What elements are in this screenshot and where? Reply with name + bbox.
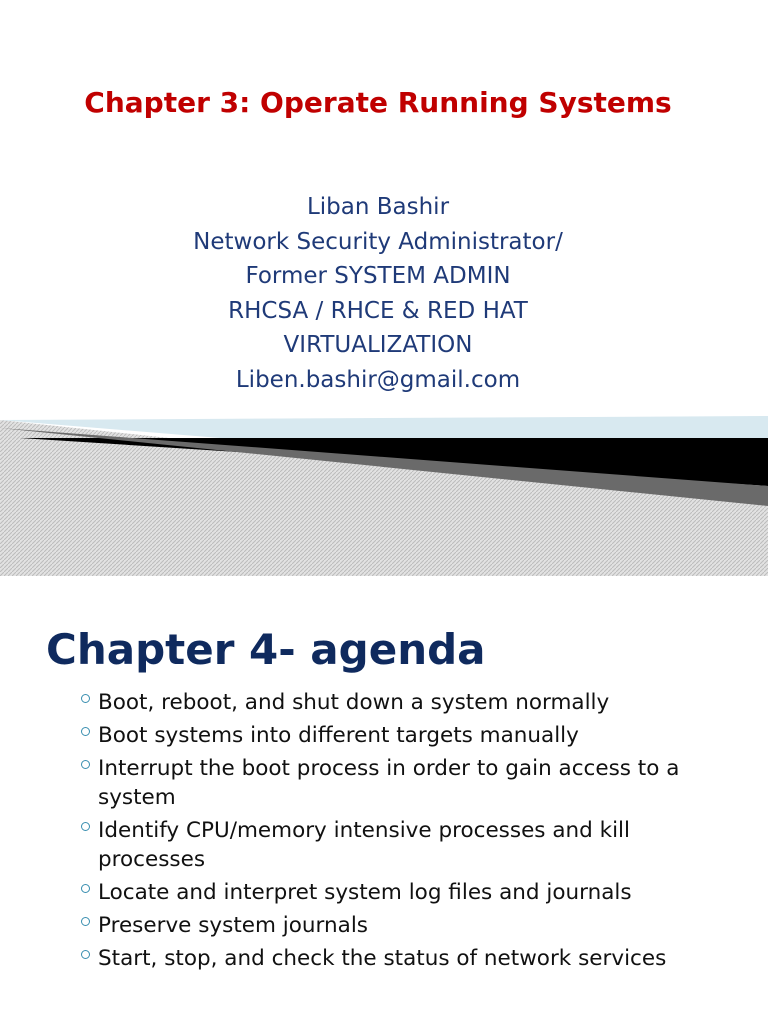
decorative-band [0, 380, 768, 576]
circle-bullet-icon [81, 822, 90, 831]
author-former-role: Former SYSTEM ADMIN [245, 263, 511, 289]
circle-bullet-icon [81, 917, 90, 926]
author-cert-line-1: RHCSA / RHCE & RED HAT [228, 297, 528, 324]
author-cert-line-2: VIRTUALIZATION [283, 332, 473, 358]
slide-2 [0, 576, 768, 1024]
slide-title: Chapter 3: Operate Running Systems [84, 86, 672, 119]
circle-bullet-icon [81, 694, 90, 703]
agenda-list [78, 688, 738, 977]
circle-bullet-icon [81, 884, 90, 893]
list-item: Boot, reboot, and shut down a system normally [78, 688, 738, 717]
circle-bullet-icon [81, 950, 90, 959]
list-item: Preserve system journals [78, 911, 738, 940]
list-item: Start, stop, and check the status of network services [78, 944, 738, 973]
agenda-title: Chapter 4- agenda [46, 625, 486, 674]
list-item: Locate and interpret system log files and journals [78, 878, 738, 907]
circle-bullet-icon [81, 727, 90, 736]
list-item: Identify CPU/memory intensive processes and kill processes [78, 816, 738, 874]
slide-subtitle [84, 190, 672, 397]
author-name: Liban Bashir [306, 194, 450, 220]
author-email: Liben.bashir@gmail.com [235, 366, 521, 393]
list-item: Interrupt the boot process in order to gain access to a system [78, 754, 738, 812]
author-role: Network Security Administrator/ [193, 228, 563, 255]
list-item: Boot systems into different targets manually [78, 721, 738, 750]
circle-bullet-icon [81, 760, 90, 769]
